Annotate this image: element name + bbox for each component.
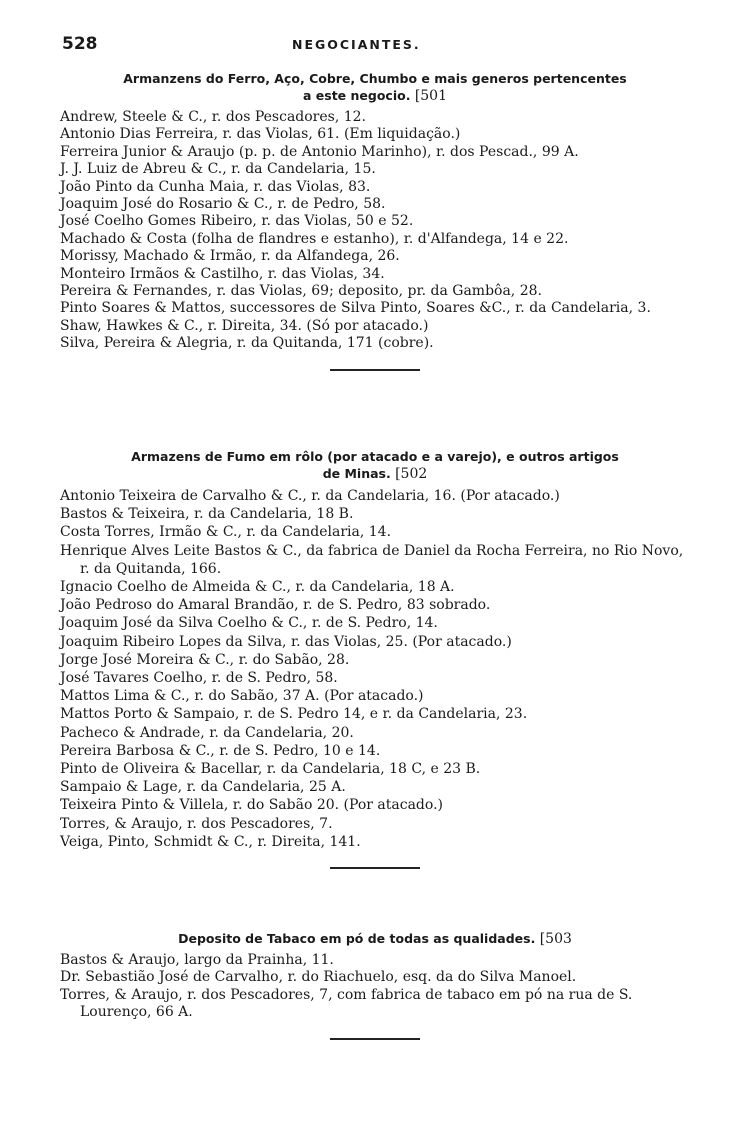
list-item: Andrew, Steele & C., r. dos Pescadores, 12.: [60, 109, 367, 125]
list-item: Teixeira Pinto & Villela, r. do Sabão 20. (Por atacado.): [60, 797, 443, 814]
list-item: Morissy, Machado & Irmão, r. da Alfandega, 26.: [60, 248, 400, 265]
list-item: Henrique Alves Leite Bastos & C., da fabrica de Daniel da Rocha Ferreira, no Rio Novo, r. da Quitanda, 166.: [60, 542, 684, 577]
list-item: Bastos & Araujo, largo da Prainha, 11.: [60, 952, 334, 968]
list-item: Antonio Teixeira de Carvalho & C., r. da Candelaria, 16. (Por atacado.): [60, 488, 560, 504]
list-item: Torres, & Araujo, r. dos Pescadores, 7.: [60, 815, 333, 832]
list-item: José Coelho Gomes Ribeiro, r. das Violas, 50 e 52.: [60, 213, 414, 230]
list-item: Pinto Soares & Mattos, successores de Silva Pinto, Soares &C., r. da Candelaria, 3.: [60, 300, 651, 317]
list-item: Silva, Pereira & Alegria, r. da Quitanda, 171 (cobre).: [60, 335, 434, 352]
entry-list: [60, 487, 690, 851]
section-heading-line2: de Minas.: [322, 466, 391, 481]
list-item: Jorge José Moreira & C., r. do Sabão, 28.: [60, 651, 350, 668]
section-iron-steel-copper: [60, 70, 690, 391]
list-item: Shaw, Hawkes & C., r. Direita, 34. (Só por atacado.): [60, 317, 429, 334]
list-item: Bastos & Teixeira, r. da Candelaria, 18 B.: [60, 506, 354, 523]
entry-list: [60, 109, 690, 353]
list-item: J. J. Luiz de Abreu & C., r. da Candelaria, 15.: [60, 161, 376, 178]
list-item: Joaquim José da Silva Coelho & C., r. de S. Pedro, 14.: [60, 615, 438, 632]
section-tobacco-roll: [60, 448, 690, 889]
list-item: Ignacio Coelho de Almeida & C., r. da Candelaria, 18 A.: [60, 579, 455, 596]
section-code: [501: [414, 88, 447, 104]
section-code: [502: [395, 466, 428, 482]
list-item: Pacheco & Andrade, r. da Candelaria, 20.: [60, 724, 354, 741]
section-heading-line1: Armazens de Fumo em rôlo (por atacado e a varejo), e outros artigos: [131, 449, 619, 464]
list-item: Joaquim Ribeiro Lopes da Silva, r. das Violas, 25. (Por atacado.): [60, 633, 512, 650]
list-item: Torres, & Araujo, r. dos Pescadores, 7, com fabrica de tabaco em pó na rua de S. Lourenço, 66 A.: [60, 986, 633, 1021]
list-item: Antonio Dias Ferreira, r. das Violas, 61. (Em liquidação.): [60, 126, 461, 143]
section-divider: [330, 369, 420, 371]
list-item: Costa Torres, Irmão & C., r. da Candelaria, 14.: [60, 524, 392, 541]
section-heading-line2: a este negocio.: [303, 88, 411, 103]
list-item: Pereira & Fernandes, r. das Violas, 69; deposito, pr. da Gambôa, 28.: [60, 283, 542, 300]
list-item: Sampaio & Lage, r. da Candelaria, 25 A.: [60, 779, 346, 796]
section-heading: [60, 70, 690, 105]
list-item: Monteiro Irmãos & Castilho, r. das Violas, 34.: [60, 265, 385, 282]
list-item: Pereira Barbosa & C., r. de S. Pedro, 10 e 14.: [60, 742, 381, 759]
list-item: João Pedroso do Amaral Brandão, r. de S. Pedro, 83 sobrado.: [60, 597, 491, 614]
section-heading: [60, 930, 690, 948]
section-heading: [60, 448, 690, 483]
list-item: Mattos Lima & C., r. do Sabão, 37 A. (Por atacado.): [60, 688, 424, 705]
section-heading-line1: Armanzens do Ferro, Aço, Cobre, Chumbo e mais generos pertencentes: [123, 71, 627, 86]
section-heading-line1: Deposito de Tabaco em pó de todas as qualidades.: [178, 931, 536, 946]
section-divider: [330, 1038, 420, 1040]
section-divider: [330, 867, 420, 869]
running-title: NEGOCIANTES.: [292, 37, 421, 52]
list-item: João Pinto da Cunha Maia, r. das Violas, 83.: [60, 178, 371, 195]
entry-list: [60, 952, 690, 1022]
list-item: Mattos Porto & Sampaio, r. de S. Pedro 14, e r. da Candelaria, 23.: [60, 706, 528, 723]
list-item: Machado & Costa (folha de flandres e estanho), r. d'Alfandega, 14 e 22.: [60, 230, 569, 247]
running-head: [62, 34, 687, 56]
list-item: Pinto de Oliveira & Bacellar, r. da Candelaria, 18 C, e 23 B.: [60, 761, 481, 778]
list-item: Dr. Sebastião José de Carvalho, r. do Riachuelo, esq. da do Silva Manoel.: [60, 969, 577, 986]
page-number: 528: [62, 34, 98, 54]
list-item: Joaquim José do Rosario & C., r. de Pedro, 58.: [60, 196, 386, 213]
list-item: Ferreira Junior & Araujo (p. p. de Antonio Marinho), r. dos Pescad., 99 A.: [60, 143, 579, 160]
list-item: José Tavares Coelho, r. de S. Pedro, 58.: [60, 670, 338, 687]
section-code: [503: [539, 931, 572, 947]
list-item: Veiga, Pinto, Schmidt & C., r. Direita, 141.: [60, 833, 361, 850]
section-snuff-deposit: [60, 930, 690, 1060]
